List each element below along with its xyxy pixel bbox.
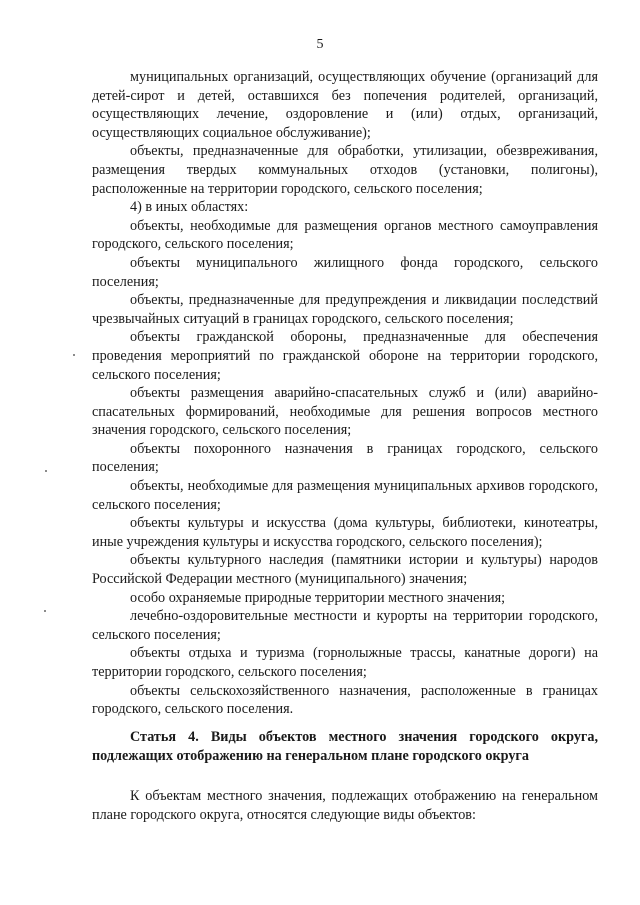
paragraph: объекты культурного наследия (памятники истории и культуры) народов Российской Федерации местного (муниципального) значения; bbox=[92, 552, 598, 588]
scan-speck bbox=[45, 470, 47, 472]
paragraph: объекты похоронного назначения в границах городского, сельского поселения; bbox=[92, 440, 598, 476]
paragraph: особо охраняемые природные территории местного значения; bbox=[130, 589, 506, 606]
paragraph: объекты, предназначенные для обработки, утилизации, обезвреживания, размещения твердых коммунальных отходов (установки, полигоны), расположенные на территории городского, сельского поселения; bbox=[92, 143, 598, 197]
body-text bbox=[92, 68, 598, 719]
closing-paragraph: К объектам местного значения, подлежащих отображению на генеральном плане городского округа, относятся следующие виды объектов: bbox=[92, 788, 598, 823]
page-number: 5 bbox=[316, 37, 324, 52]
paragraph: муниципальных организаций, осуществляющих обучение (организаций для детей-сирот и детей, оставшихся без попечения родителей, организаций, осуществляющих лечение, оздоровление и (или) отдых, организаций, осуществляющих социальное обслуживание); bbox=[92, 69, 598, 141]
paragraph: объекты гражданской обороны, предназначенные для обеспечения проведения мероприятий по гражданской обороне на территории городского, сельского поселения; bbox=[92, 329, 598, 383]
article-heading bbox=[92, 728, 598, 766]
paragraph: объекты отдыха и туризма (горнолыжные трассы, канатные дороги) на территории городского, сельского поселения; bbox=[92, 645, 598, 680]
scan-speck bbox=[73, 354, 75, 356]
scan-speck bbox=[44, 610, 46, 612]
paragraph: объекты размещения аварийно-спасательных служб и (или) аварийно-спасательных формирований, необходимые для решения вопросов местного значения городского, сельского поселения; bbox=[92, 385, 598, 439]
paragraph: объекты муниципального жилищного фонда городского, сельского поселения; bbox=[92, 254, 598, 290]
paragraph: объекты культуры и искусства (дома культуры, библиотеки, кинотеатры, иные учреждения культуры и искусства городского, сельского поселения); bbox=[92, 515, 598, 550]
paragraph: объекты, необходимые для размещения муниципальных архивов городского, сельского поселения; bbox=[92, 478, 598, 513]
paragraph: объекты, предназначенные для предупреждения и ликвидации последствий чрезвычайных ситуаций в границах городского, сельского поселения; bbox=[92, 292, 598, 327]
closing-text bbox=[92, 787, 598, 825]
paragraph: 4) в иных областях: bbox=[130, 199, 249, 216]
article-heading-text: Статья 4. Виды объектов местного значения городского округа, подлежащих отображению на генеральном плане городского округа bbox=[92, 729, 598, 764]
paragraph: объекты, необходимые для размещения органов местного самоуправления городского, сельского поселения; bbox=[92, 217, 598, 253]
paragraph: лечебно-оздоровительные местности и курорты на территории городского, сельского поселения; bbox=[92, 608, 598, 643]
paragraph: объекты сельскохозяйственного назначения, расположенные в границах городского, сельского поселения. bbox=[92, 682, 598, 718]
